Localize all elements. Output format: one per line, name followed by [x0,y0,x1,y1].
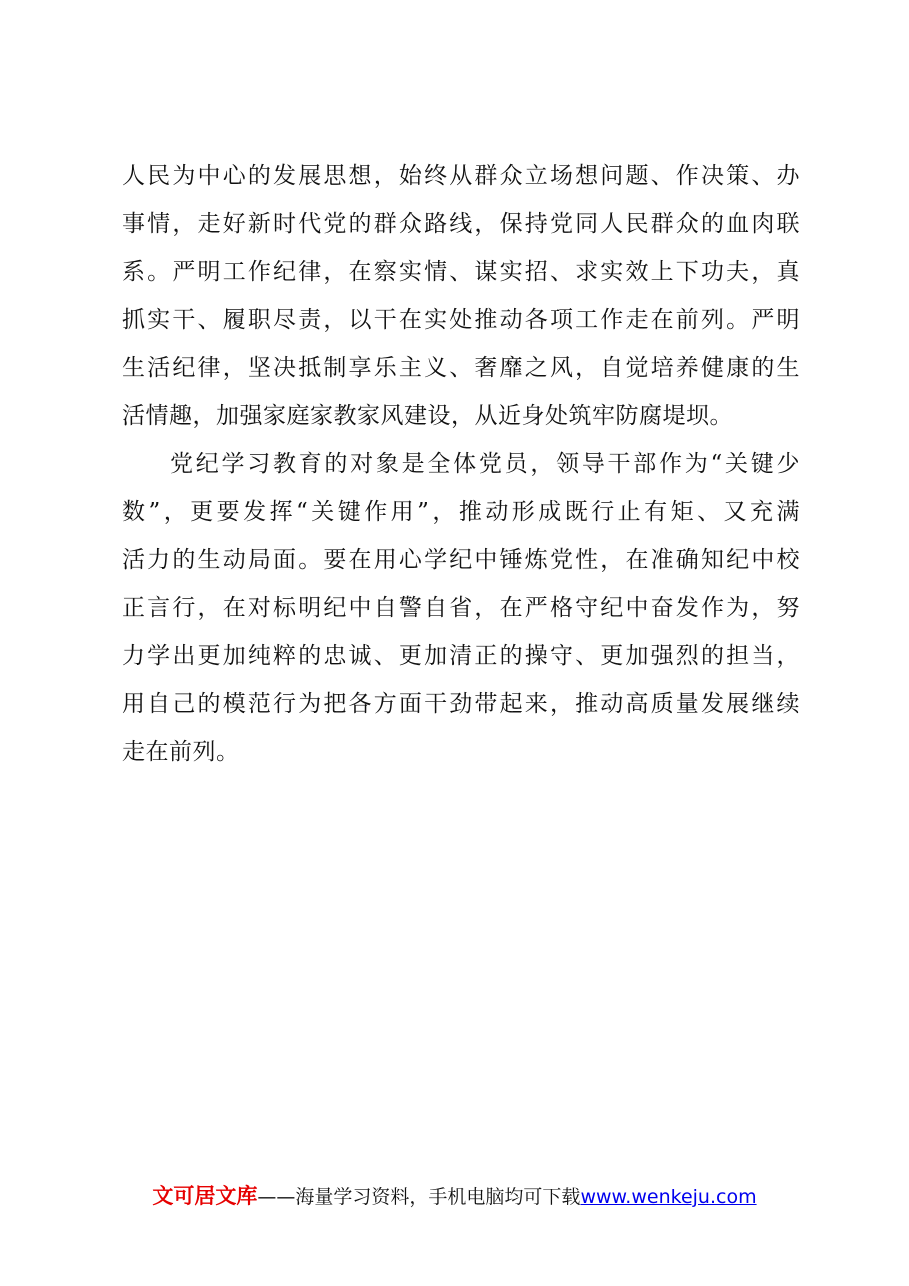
paragraph-2-line-6: 用自己的模范行为把各方面干劲带起来，推动高质量发展继续 [122,691,800,717]
paragraph-2-line-4: 正言行，在对标明纪中自警自省，在严格守纪中奋发作为，努 [122,595,800,621]
paragraph-1-line-4: 抓实干、履职尽责，以干在实处推动各项工作走在前列。严明 [122,307,800,333]
paragraph-1-line-6: 活情趣，加强家庭家教家风建设，从近身处筑牢防腐堤坝。 [122,403,733,429]
paragraph-2-line-5: 力学出更加纯粹的忠诚、更加清正的操守、更加强烈的担当， [122,643,800,669]
paragraph-1-line-1: 人民为中心的发展思想，始终从群众立场想问题、作决策、办 [122,163,800,189]
footer-tagline: ——海量学习资料，手机电脑均可下载 [257,1186,581,1208]
document-body [122,152,800,776]
footer-banner [0,1180,909,1210]
paragraph-1-line-2: 事情，走好新时代党的群众路线，保持党同人民群众的血肉联 [122,211,800,237]
brand-name[interactable]: 文可居文库 [152,1184,258,1208]
paragraph-2-line-3: 活力的生动局面。要在用心学纪中锤炼党性，在准确知纪中校 [122,547,800,573]
paragraph-1-line-3: 系。严明工作纪律，在察实情、谋实招、求实效上下功夫，真 [122,259,800,285]
paragraph-2-line-1: 党纪学习教育的对象是全体党员，领导干部作为“关键少 [170,451,800,477]
paragraph-2-line-2: 数”，更要发挥“关键作用”，推动形成既行止有矩、又充满 [122,499,800,525]
paragraph-1-line-5: 生活纪律，坚决抵制享乐主义、奢靡之风，自觉培养健康的生 [122,355,800,381]
site-link[interactable]: www.wenkeju.com [580,1186,757,1208]
paragraph-2-line-7: 走在前列。 [122,739,240,765]
